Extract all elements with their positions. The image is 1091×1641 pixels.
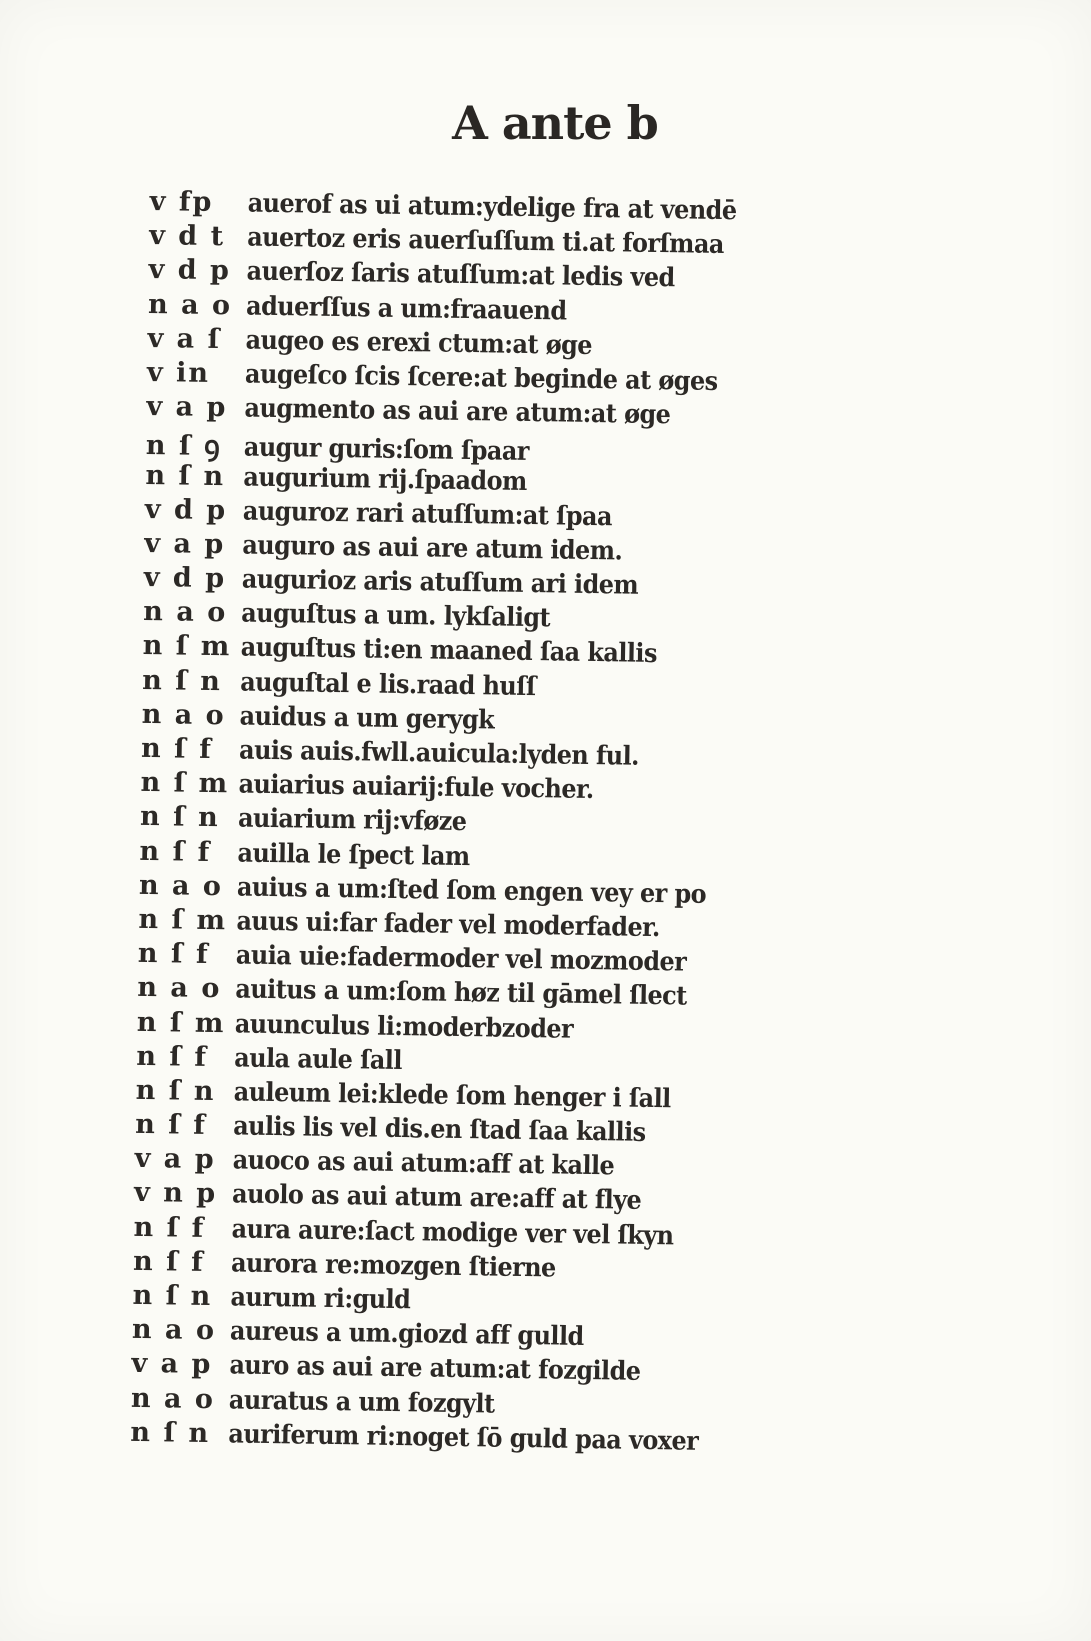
entry-gloss: auratus a um fozgylt [228, 1384, 495, 1420]
entry-gloss: augmento as aui are atum:at øge [244, 393, 671, 431]
entry-gloss: auitus a um:ſom høz til gāmel ſlect [235, 974, 687, 1012]
grammar-code: n a o [147, 288, 233, 321]
entry-gloss: auolo as aui atum are:aff at flye [231, 1179, 642, 1217]
grammar-code: v a p [134, 1143, 216, 1176]
dictionary-entries [130, 186, 870, 1462]
entry-gloss: aurora re:mozgen ſtierne [230, 1248, 556, 1284]
entry-gloss: auilla le ſpect lam [237, 838, 470, 872]
grammar-code: n a o [137, 972, 222, 1005]
entry-gloss: auguſtal e lis.raad huſſ [239, 667, 536, 702]
grammar-code: n ſ n [141, 664, 223, 697]
grammar-code: n ſ m [140, 767, 230, 800]
grammar-code: n ſ n [145, 459, 226, 492]
grammar-code: v a p [131, 1348, 213, 1381]
entry-gloss: auerſoz ſaris atuſſum:at ledis ved [246, 256, 675, 294]
entry-gloss: auiarius auiarij:fule vocher. [238, 769, 594, 806]
entry-gloss: auriferum ri:noget ſō guld paa voxer [228, 1419, 699, 1457]
entry-gloss: auguro as aui are atum idem. [242, 530, 623, 567]
entry-gloss: augur guris:ſom ſpaar [243, 432, 530, 468]
grammar-code: v fp [149, 186, 214, 218]
grammar-code: n ſ f [139, 835, 212, 868]
entry-gloss: auia uie:fadermoder vel mozmoder [235, 940, 687, 978]
grammar-code: n a o [130, 1382, 216, 1415]
grammar-code: n ſ n [139, 801, 221, 834]
grammar-code: n a o [138, 869, 224, 902]
grammar-code: v d p [143, 562, 227, 595]
entry-gloss: augeo es erexi ctum:at øge [245, 325, 593, 361]
grammar-code: n ſ m [142, 630, 232, 663]
grammar-code: n a o [141, 698, 226, 732]
entry-gloss: auleum lei:klede ſom henger i ſall [233, 1077, 671, 1115]
grammar-code: n ſ f [132, 1245, 206, 1278]
grammar-code: n ſ f [133, 1211, 206, 1244]
grammar-code: n ſ m [138, 903, 228, 937]
entry-gloss: auunculus li:moderbzoder [234, 1008, 574, 1045]
entry-gloss: auguſtus a um. lykſaligt [241, 598, 551, 634]
grammar-code: n ſ n [135, 1074, 216, 1108]
grammar-code: n a o [131, 1314, 217, 1347]
entry-gloss: auguroz rari atuſſum:at ſpaa [242, 496, 613, 532]
grammar-code: v d p [144, 493, 228, 526]
grammar-code: n ſ f [137, 938, 210, 971]
grammar-code: n ſ n [132, 1279, 213, 1313]
entry-gloss: auis auis.fwll.auicula:lyden ful. [238, 735, 640, 772]
grammar-code: n ſ f [140, 732, 214, 766]
entry-gloss: auus ui:far fader vel moderfader. [236, 906, 661, 944]
entry-gloss: aulis lis vel dis.en ſtad ſaa kallis [233, 1111, 646, 1148]
entry-gloss: auidus a um gerygk [239, 701, 495, 736]
entry-gloss: auro as aui are atum:at fozgilde [229, 1350, 641, 1388]
grammar-code: v a p [144, 527, 226, 561]
entry-gloss: aurum ri:guld [230, 1282, 411, 1316]
page-heading: A ante b [452, 96, 658, 150]
grammar-code: n ſ f [135, 1108, 208, 1142]
entry-gloss: auertoz eris auerſuſſum ti.at forſmaa [246, 222, 725, 261]
grammar-code: n ſ f [136, 1040, 209, 1073]
entry-gloss: aduerſſus a um:fraauend [245, 291, 567, 327]
entry-gloss: aura aure:ſact modige ver vel ſkyn [231, 1214, 674, 1251]
entry-gloss: auguſtus ti:en maaned ſaa kallis [240, 632, 658, 670]
grammar-code: v d p [148, 254, 232, 287]
grammar-code: v in [146, 356, 211, 389]
grammar-code: v a p [146, 391, 228, 424]
entry-gloss: augurioz aris atuſſum ari idem [241, 564, 639, 601]
entry-gloss: auiarium rij:vføze [237, 803, 467, 838]
entry-gloss: aula aule ſall [234, 1043, 403, 1076]
grammar-code: n ſ n [130, 1416, 211, 1449]
grammar-code: n ſ ꝯ [145, 430, 223, 463]
entry-gloss: aureus a um.giozd aff gulld [229, 1316, 584, 1353]
grammar-code: v n p [133, 1177, 218, 1210]
entry-gloss: auius a um:ſted ſom engen vey er po [236, 872, 707, 910]
grammar-code: n a o [143, 596, 228, 629]
entry-gloss: auerof as ui atum:ydelige fra at vendē [247, 188, 737, 227]
entry-gloss: augurium rij.ſpaadom [243, 462, 528, 497]
grammar-code: n ſ m [136, 1006, 226, 1039]
grammar-code: v a ſ [147, 322, 222, 355]
grammar-code: v d t [148, 220, 226, 253]
entry-gloss: augeſco ſcis ſcere:at beginde at øges [244, 359, 718, 397]
entry-gloss: auoco as aui atum:aff at kalle [232, 1145, 615, 1182]
